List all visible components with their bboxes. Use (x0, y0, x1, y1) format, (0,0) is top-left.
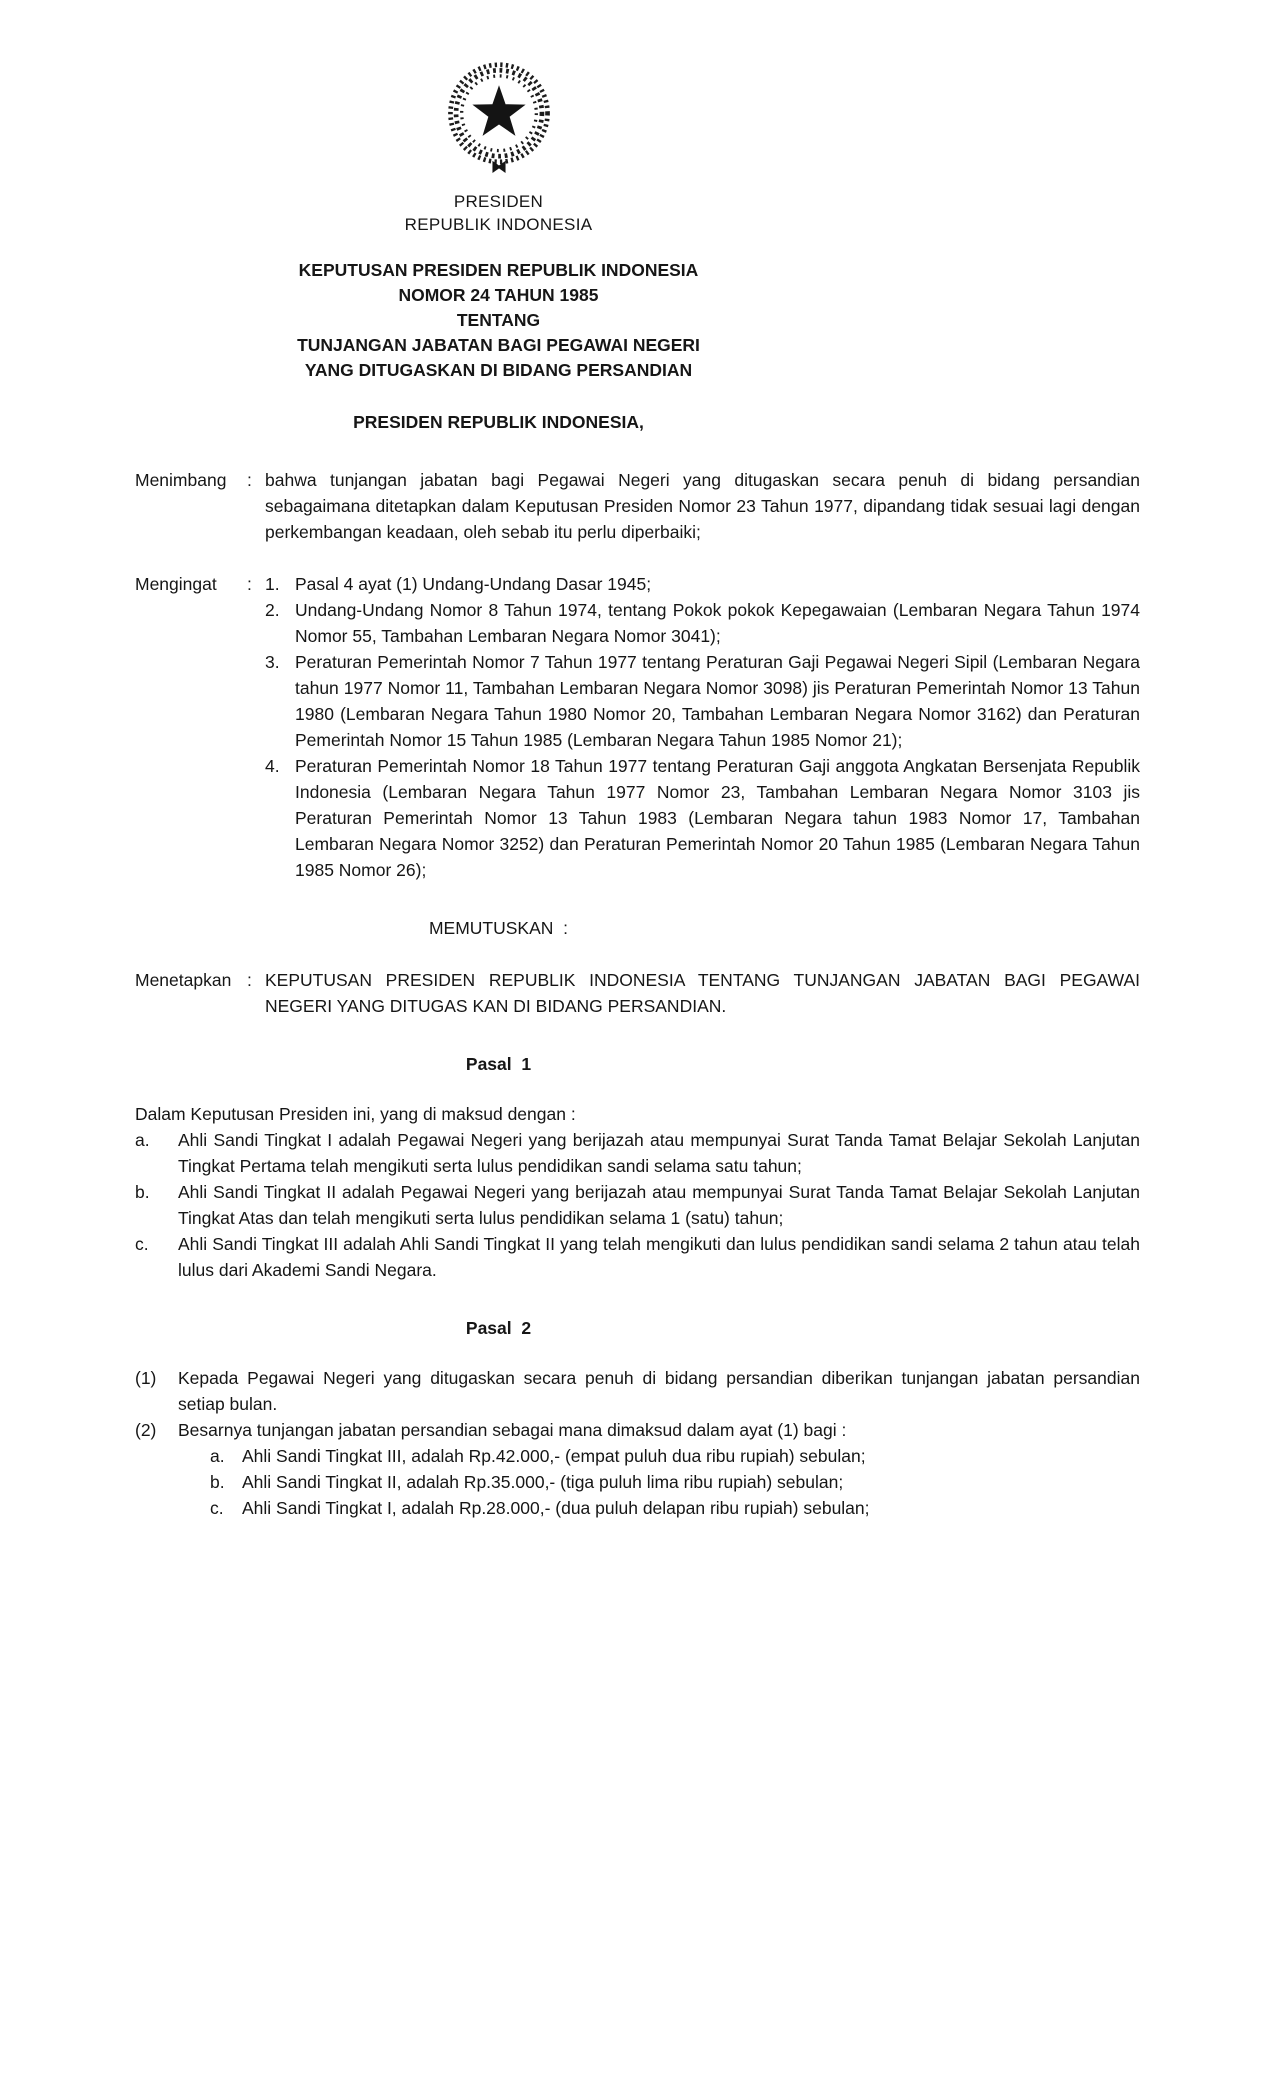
pasal-1-list (135, 1127, 1140, 1283)
item-letter: b. (135, 1182, 150, 1202)
issuer-line: PRESIDEN REPUBLIK INDONESIA, (353, 412, 644, 432)
pasal-2-item (135, 1365, 1140, 1417)
pasal-2-subitem (210, 1469, 1140, 1495)
clause-text: KEPUTUSAN PRESIDEN REPUBLIK INDONESIA TENTANG TUNJANGAN JABATAN BAGI PEGAWAI NEGERI YANG DITUGAS KAN DI BIDANG PERSANDIAN. (265, 970, 1140, 1016)
pasal-2-list (135, 1365, 1140, 1521)
pasal-2-heading: Pasal 2 (465, 1318, 532, 1338)
clause-label: Menimbang (135, 470, 227, 490)
item-letter: c. (135, 1234, 149, 1254)
item-text: Ahli Sandi Tingkat II, adalah Rp.35.000,- (tiga puluh lima ribu rupiah) sebulan; (242, 1472, 844, 1492)
item-text: Ahli Sandi Tingkat II adalah Pegawai Negeri yang berijazah atau mempunyai Surat Tanda Tamat Belajar Sekolah Lanjutan Tingkat Atas dan telah mengikuti serta lulus pendidikan selama 1 (satu) tahun; (178, 1182, 1140, 1228)
item-text: Ahli Sandi Tingkat I adalah Pegawai Negeri yang berijazah atau mempunyai Surat Tanda Tamat Belajar Sekolah Lanjutan Tingkat Pertama telah mengikuti serta lulus pendidikan sandi selama satu tahun; (178, 1130, 1140, 1176)
pasal-1-intro: Dalam Keputusan Presiden ini, yang di maksud dengan : (135, 1104, 576, 1124)
item-number: (1) (135, 1368, 157, 1388)
decree-title (135, 258, 862, 383)
item-letter: a. (135, 1130, 150, 1150)
title-line: TENTANG (456, 310, 541, 330)
item-letter: a. (210, 1446, 225, 1466)
pasal-1-item (135, 1231, 1140, 1283)
clause-separator: : (247, 574, 252, 594)
item-text: Ahli Sandi Tingkat I, adalah Rp.28.000,- (dua puluh delapan ribu rupiah) sebulan; (242, 1498, 870, 1518)
item-number: 3. (265, 652, 280, 672)
title-line: KEPUTUSAN PRESIDEN REPUBLIK INDONESIA (298, 260, 699, 280)
menetapkan-clause (135, 967, 1140, 1019)
clause-text: bahwa tunjangan jabatan bagi Pegawai Negeri yang ditugaskan secara penuh di bidang persandian sebagaimana ditetapkan dalam Keputusan Presiden Nomor 23 Tahun 1977, dipandang tidak sesuai lagi dengan perkembangan keadaan, oleh sebab itu perlu diperbaiki; (265, 470, 1140, 542)
org-line-presiden: PRESIDEN (453, 192, 544, 211)
title-line: TUNJANGAN JABATAN BAGI PEGAWAI NEGERI (297, 335, 700, 355)
item-letter: b. (210, 1472, 225, 1492)
clause-label: Menetapkan (135, 970, 232, 990)
pasal-1-heading: Pasal 1 (465, 1054, 532, 1074)
item-number: 2. (265, 600, 280, 620)
memutuskan-heading: MEMUTUSKAN : (428, 918, 569, 938)
item-text: Peraturan Pemerintah Nomor 7 Tahun 1977 tentang Peraturan Gaji Pegawai Negeri Sipil (Lembaran Negara tahun 1977 Nomor 11, Tambahan Lembaran Negara Nomor 3098) jis Peraturan Pemerintah Nomor 13 Tahun 1980 (Lembaran Negara Tahun 1980 Nomor 20, Tambahan Lembaran Negara Nomor 3162) dan Peraturan Pemerintah Nomor 15 Tahun 1985 (Lembaran Negara Tahun 1985 Nomor 21); (295, 652, 1140, 750)
pasal-1-item (135, 1179, 1140, 1231)
mengingat-item (265, 571, 1140, 597)
mengingat-item (265, 597, 1140, 649)
title-line: NOMOR 24 TAHUN 1985 (398, 285, 599, 305)
item-number: (2) (135, 1420, 157, 1440)
mengingat-item (265, 649, 1140, 753)
mengingat-item (265, 753, 1140, 883)
presidential-emblem-icon (443, 52, 555, 182)
org-name (405, 190, 593, 236)
mengingat-list (265, 571, 1140, 883)
clause-label: Mengingat (135, 574, 217, 594)
pasal-2-sublist (210, 1443, 1140, 1521)
item-text: Ahli Sandi Tingkat III, adalah Rp.42.000,- (empat puluh dua ribu rupiah) sebulan; (242, 1446, 866, 1466)
item-text: Besarnya tunjangan jabatan persandian sebagai mana dimaksud dalam ayat (1) bagi : (178, 1420, 847, 1440)
pasal-2-subitem (210, 1443, 1140, 1469)
title-line: YANG DITUGASKAN DI BIDANG PERSANDIAN (304, 360, 693, 380)
clause-separator: : (247, 470, 252, 490)
menimbang-clause (135, 467, 1140, 545)
item-number: 1. (265, 574, 280, 594)
clause-separator: : (247, 970, 252, 990)
item-number: 4. (265, 756, 280, 776)
item-text: Kepada Pegawai Negeri yang ditugaskan secara penuh di bidang persandian diberikan tunjangan jabatan persandian setiap bulan. (178, 1368, 1140, 1414)
pasal-2-item (135, 1417, 1140, 1443)
item-letter: c. (210, 1498, 224, 1518)
org-line-republik: REPUBLIK INDONESIA (404, 215, 593, 234)
letterhead (135, 52, 862, 236)
item-text: Pasal 4 ayat (1) Undang-Undang Dasar 1945; (295, 574, 652, 594)
mengingat-clause (135, 571, 1140, 883)
item-text: Ahli Sandi Tingkat III adalah Ahli Sandi Tingkat II yang telah mengikuti dan lulus pendidikan sandi selama 2 tahun atau telah lulus dari Akademi Sandi Negara. (178, 1234, 1140, 1280)
pasal-2-subitem (210, 1495, 1140, 1521)
item-text: Undang-Undang Nomor 8 Tahun 1974, tentang Pokok pokok Kepegawaian (Lembaran Negara Tahun 1974 Nomor 55, Tambahan Lembaran Negara Nomor 3041); (295, 600, 1140, 646)
item-text: Peraturan Pemerintah Nomor 18 Tahun 1977 tentang Peraturan Gaji anggota Angkatan Bersenjata Republik Indonesia (Lembaran Negara Tahun 1977 Nomor 23, Tambahan Lembaran Negara Nomor 3103 jis Peraturan Pemerintah Nomor 13 Tahun 1983 (Lembaran Negara tahun 1983 Nomor 17, Tambahan Lembaran Negara Nomor 3252) dan Peraturan Pemerintah Nomor 20 Tahun 1985 (Lembaran Negara Tahun 1985 Nomor 26); (295, 756, 1140, 880)
pasal-1-item (135, 1127, 1140, 1179)
